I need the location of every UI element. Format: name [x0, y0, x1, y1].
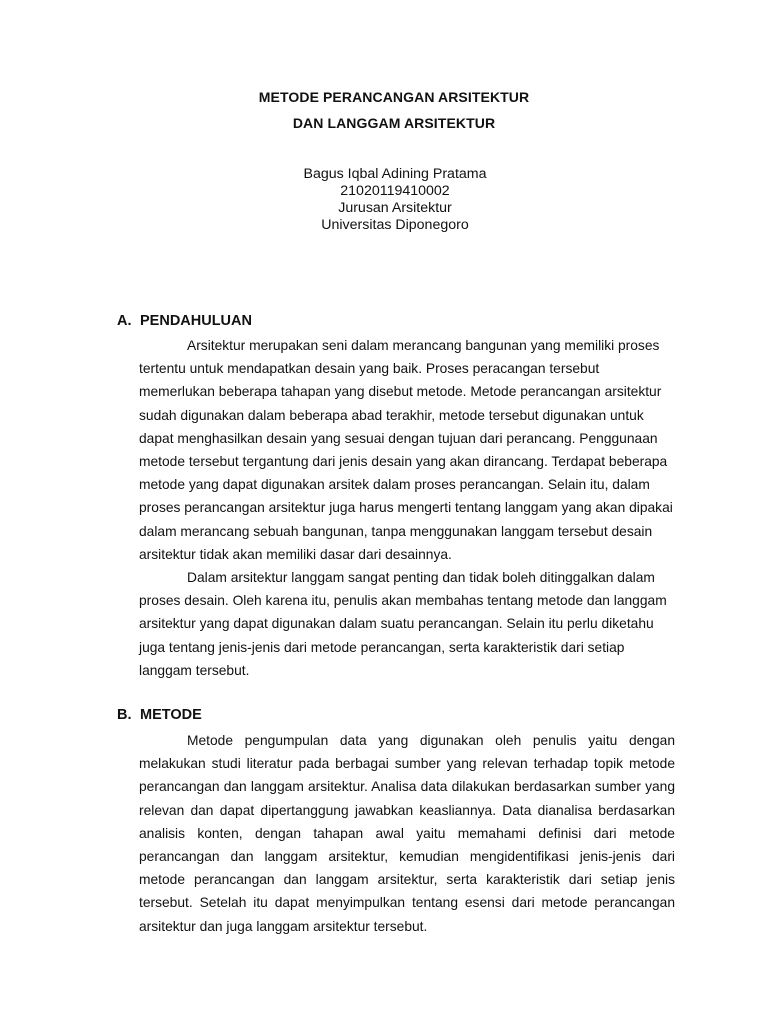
author-name: Bagus Iqbal Adining Pratama	[303, 166, 487, 182]
section-number: B.	[117, 707, 132, 723]
paragraph: Arsitektur merupakan seni dalam merancang bangunan yang memiliki proses tertentu untuk mendapatkan desain yang baik. Proses peracangan tersebut memerlukan beberapa tahapan yang disebut metode. Metode perancangan arsitektur sudah digunakan dalam beberapa abad terakhir, metode tersebut digunakan untuk dapat menghasilkan desain yang sesuai dengan tujuan dari perancang. Penggunaan metode tersebut tergantung dari jenis desain yang akan dirancang. Terdapat beberapa metode yang dapat digunakan arsitek dalam proses perancangan. Selain itu, dalam proses perancangan arsitektur juga harus mengerti tentang langgam yang akan dipakai dalam merancang sebuah bangunan, tanpa menggunakan langgam tersebut desain arsitektur tidak akan memiliki dasar dari desainnya.	[139, 338, 673, 562]
section-body-pendahuluan	[139, 334, 675, 682]
section-title: PENDAHULUAN	[140, 313, 252, 329]
author-block	[0, 166, 768, 234]
document-title-line-2: DAN LANGGAM ARSITEKTUR	[292, 115, 496, 131]
document-title-line-1: METODE PERANCANGAN ARSITEKTUR	[258, 89, 530, 105]
paragraph: Dalam arsitektur langgam sangat penting dan tidak boleh ditinggalkan dalam proses desain. Oleh karena itu, penulis akan membahas tentang metode dan langgam arsitektur yang dapat digunakan dalam suatu perancangan. Selain itu perlu diketahu juga tentang jenis-jenis dari metode perancangan, serta karakteristik dari setiap langgam tersebut.	[139, 570, 667, 678]
author-university: Universitas Diponegoro	[321, 217, 469, 233]
section-heading-pendahuluan	[117, 313, 252, 329]
section-title: METODE	[140, 707, 202, 723]
section-number: A.	[117, 313, 132, 329]
section-body-metode	[139, 729, 675, 938]
author-department: Jurusan Arsitektur	[338, 200, 452, 216]
paragraph: Metode pengumpulan data yang digunakan oleh penulis yaitu dengan melakukan studi literatur pada berbagai sumber yang relevan terhadap topik metode perancangan dan langgam arsitektur. Analisa data dilakukan berdasarkan sumber yang relevan dan dapat dipertanggung jawabkan keasliannya. Data dianalisa berdasarkan analisis konten, dengan tahapan awal yaitu memahami definisi dari metode perancangan dan langgam arsitektur, kemudian mengidentifikasi jenis-jenis dari metode perancangan dan langgam arsitektur, serta karakteristik dari setiap jenis tersebut. Setelah itu dapat menyimpulkan tentang esensi dari metode perancangan arsitektur dan juga langgam arsitektur tersebut.	[139, 733, 675, 934]
section-heading-metode	[117, 707, 202, 723]
author-student-id: 21020119410002	[340, 183, 450, 199]
